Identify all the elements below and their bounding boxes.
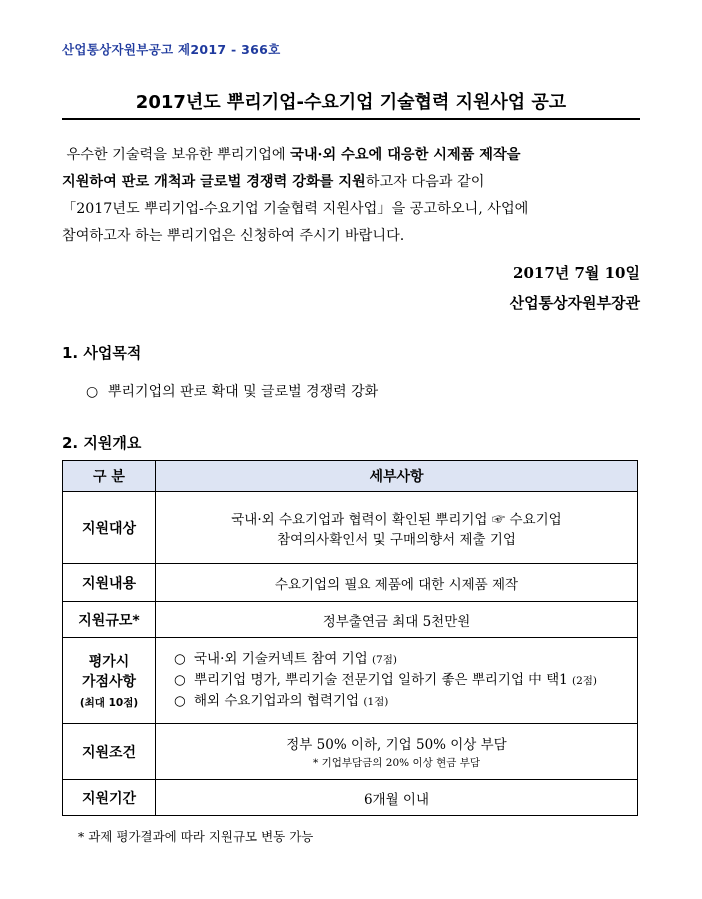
footnote: * 과제 평가결과에 따라 지원규모 변동 가능 xyxy=(78,829,314,844)
intro-paragraph xyxy=(62,142,640,250)
target-line-1: 국내·외 수요기업과 협력이 확인된 뿌리기업 ☞ 수요기업 xyxy=(231,511,562,528)
table-header-row xyxy=(63,461,638,492)
intro-text: 하고자 다음과 같이 xyxy=(365,174,485,190)
target-value xyxy=(156,492,638,564)
intro-line-2 xyxy=(62,169,640,196)
document-number: 산업통상자원부공고 제2017 - 366호 xyxy=(62,42,281,57)
row-label-period: 지원기간 xyxy=(63,780,156,816)
bonus-label-max: (최대 10점) xyxy=(79,697,139,709)
row-label-condition: 지원조건 xyxy=(63,724,156,780)
list-item xyxy=(174,670,629,691)
scale-value: 정부출연금 최대 5천만원 xyxy=(156,602,638,638)
bonus-item-text: 국내·외 기술커넥트 참여 기업 xyxy=(194,651,372,667)
table-row xyxy=(63,638,638,724)
intro-emphasis: 국내·외 수요에 대응한 시제품 제작을 xyxy=(290,147,521,163)
intro-emphasis: 지원하여 판로 개척과 글로벌 경쟁력 강화를 지원 xyxy=(62,174,366,190)
table-row xyxy=(63,724,638,780)
announcement-date: 2017년 7월 10일 xyxy=(513,264,640,282)
circle-bullet-icon: ○ xyxy=(86,384,99,400)
table-row xyxy=(63,780,638,816)
intro-line-1 xyxy=(62,142,640,169)
support-overview-table xyxy=(62,460,638,816)
bonus-label-line-1: 평가시 xyxy=(88,654,130,670)
purpose-text: 뿌리기업의 판로 확대 및 글로벌 경쟁력 강화 xyxy=(108,384,379,400)
intro-text: 우수한 기술력을 보유한 뿌리기업에 xyxy=(66,147,291,163)
section-title-purpose: 1. 사업목적 xyxy=(62,344,142,362)
table-row xyxy=(63,492,638,564)
circle-bullet-icon: ○ xyxy=(174,672,186,688)
condition-note: * 기업부담금의 20% 이상 현금 부담 xyxy=(313,757,480,769)
bonus-list xyxy=(156,638,638,724)
list-item xyxy=(174,649,629,670)
bonus-item-text: 뿌리기업 명가, 뿌리기술 전문기업 일하기 좋은 뿌리기업 中 택1 xyxy=(194,672,572,688)
intro-line-4: 참여하고자 하는 뿌리기업은 신청하여 주시기 바랍니다. xyxy=(62,228,405,244)
condition-value xyxy=(156,724,638,780)
target-line-2: 참여의사확인서 및 구매의향서 제출 기업 xyxy=(277,531,516,548)
period-value: 6개월 이내 xyxy=(156,780,638,816)
bonus-item-points: (7점) xyxy=(371,654,397,666)
column-header-category: 구 분 xyxy=(63,461,156,492)
row-label-scale: 지원규모* xyxy=(63,602,156,638)
row-label-target: 지원대상 xyxy=(63,492,156,564)
title-divider xyxy=(62,118,640,120)
bonus-label-line-2: 가점사항 xyxy=(81,674,137,690)
circle-bullet-icon: ○ xyxy=(174,693,186,709)
signer: 산업통상자원부장관 xyxy=(509,294,640,312)
bonus-item-points: (1점) xyxy=(363,696,389,708)
table-row xyxy=(63,602,638,638)
table-row xyxy=(63,564,638,602)
list-item xyxy=(174,691,629,712)
intro-line-3: 「2017년도 뿌리기업-수요기업 기술협력 지원사업」을 공고하오니, 사업에 xyxy=(62,201,529,217)
row-label-content: 지원내용 xyxy=(63,564,156,602)
row-label-bonus xyxy=(63,638,156,724)
page-title: 2017년도 뿌리기업-수요기업 기술협력 지원사업 공고 xyxy=(135,92,567,113)
circle-bullet-icon: ○ xyxy=(174,651,186,667)
bonus-item-text: 해외 수요기업과의 협력기업 xyxy=(194,693,364,709)
purpose-bullet xyxy=(86,381,378,401)
section-title-overview: 2. 지원개요 xyxy=(62,434,142,452)
condition-main: 정부 50% 이하, 기업 50% 이상 부담 xyxy=(286,737,507,753)
column-header-details: 세부사항 xyxy=(156,461,638,492)
bonus-item-points: (2점) xyxy=(572,675,598,687)
content-value: 수요기업의 필요 제품에 대한 시제품 제작 xyxy=(156,564,638,602)
